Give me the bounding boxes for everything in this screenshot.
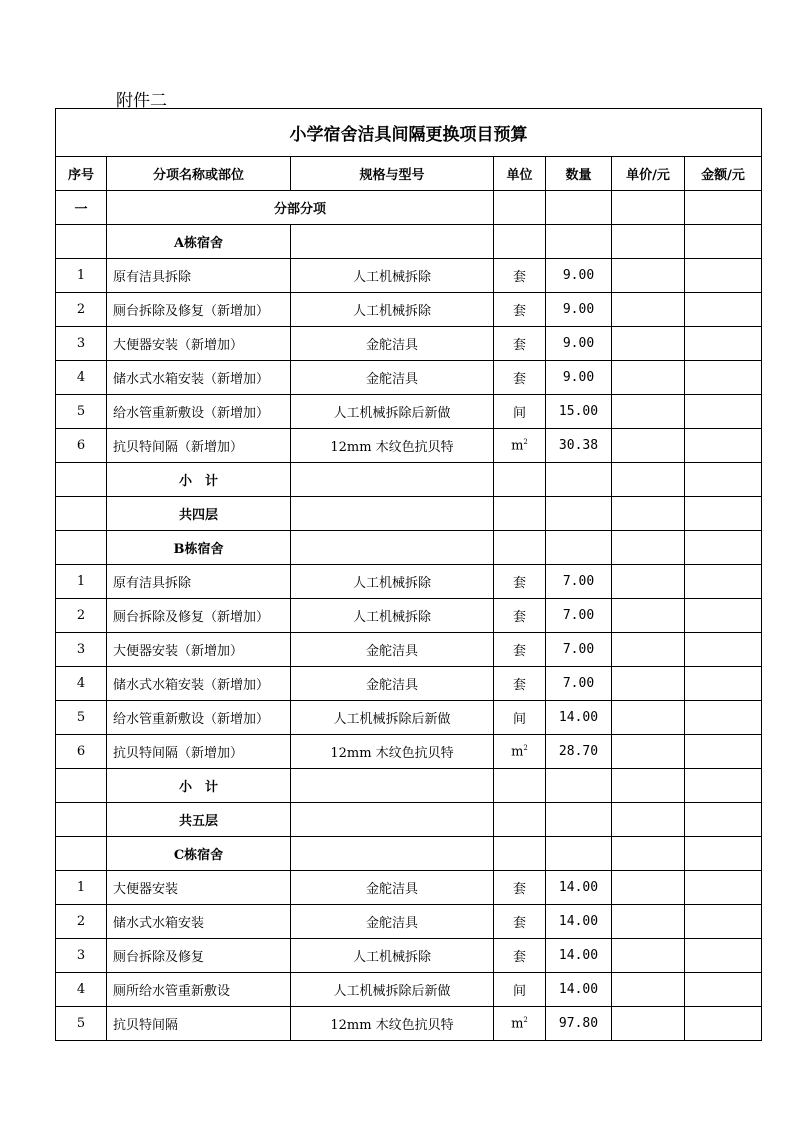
item-quantity: 28.70 xyxy=(546,735,612,769)
item-unit-price xyxy=(612,701,685,735)
item-unit-price xyxy=(612,973,685,1007)
item-quantity: 30.38 xyxy=(546,429,612,463)
item-amount xyxy=(685,293,762,327)
unit-text: 套 xyxy=(512,678,526,693)
item-unit-price xyxy=(612,429,685,463)
item-spec: 金舵洁具 xyxy=(291,871,494,905)
item-unit xyxy=(494,327,546,361)
empty-cell xyxy=(685,497,762,531)
item-quantity: 14.00 xyxy=(546,905,612,939)
item-amount xyxy=(685,361,762,395)
unit-text: 间 xyxy=(512,984,526,999)
item-unit-price xyxy=(612,293,685,327)
empty-cell xyxy=(56,531,107,565)
empty-cell xyxy=(612,225,685,259)
table-row xyxy=(56,259,762,293)
table-row xyxy=(56,939,762,973)
item-quantity: 14.00 xyxy=(546,871,612,905)
unit-text: 套 xyxy=(512,916,526,931)
item-name: 给水管重新敷设（新增加） xyxy=(107,395,291,429)
item-quantity: 14.00 xyxy=(546,939,612,973)
empty-cell xyxy=(291,769,494,803)
unit-text: 间 xyxy=(512,406,526,421)
unit-text: m xyxy=(511,744,524,760)
table-row xyxy=(56,293,762,327)
empty-cell xyxy=(612,803,685,837)
item-quantity: 14.00 xyxy=(546,701,612,735)
empty-cell xyxy=(546,463,612,497)
item-amount xyxy=(685,1007,762,1041)
group-name: 共四层 xyxy=(107,497,291,531)
table-row xyxy=(56,973,762,1007)
unit-text: m xyxy=(511,1016,524,1032)
item-name: 抗贝特间隔（新增加） xyxy=(107,429,291,463)
item-name: 原有洁具拆除 xyxy=(107,259,291,293)
empty-cell xyxy=(612,463,685,497)
unit-text: 套 xyxy=(512,304,526,319)
empty-cell xyxy=(685,837,762,871)
row-no: 1 xyxy=(56,565,107,599)
empty-cell xyxy=(546,497,612,531)
item-amount xyxy=(685,871,762,905)
item-name: 大便器安装（新增加） xyxy=(107,633,291,667)
item-spec: 人工机械拆除 xyxy=(291,939,494,973)
unit-text: 套 xyxy=(512,338,526,353)
item-amount xyxy=(685,905,762,939)
table-row xyxy=(56,667,762,701)
empty-cell xyxy=(291,225,494,259)
item-quantity: 9.00 xyxy=(546,361,612,395)
item-amount xyxy=(685,429,762,463)
group-name: A栋宿舍 xyxy=(107,225,291,259)
item-spec: 金舵洁具 xyxy=(291,633,494,667)
item-amount xyxy=(685,973,762,1007)
item-spec: 人工机械拆除 xyxy=(291,599,494,633)
item-unit xyxy=(494,939,546,973)
table-row xyxy=(56,395,762,429)
item-spec: 金舵洁具 xyxy=(291,361,494,395)
empty-cell xyxy=(291,463,494,497)
item-amount xyxy=(685,667,762,701)
unit-text: m xyxy=(511,438,524,454)
item-unit xyxy=(494,905,546,939)
item-amount xyxy=(685,633,762,667)
empty-cell xyxy=(56,769,107,803)
item-spec: 人工机械拆除后新做 xyxy=(291,395,494,429)
empty-cell xyxy=(546,803,612,837)
empty-cell xyxy=(494,769,546,803)
empty-cell xyxy=(494,837,546,871)
table-row xyxy=(56,701,762,735)
header-spec: 规格与型号 xyxy=(291,157,494,191)
item-quantity: 14.00 xyxy=(546,973,612,1007)
item-quantity: 9.00 xyxy=(546,259,612,293)
item-spec: 12mm 木纹色抗贝特 xyxy=(291,735,494,769)
item-unit xyxy=(494,361,546,395)
empty-cell xyxy=(612,531,685,565)
empty-cell xyxy=(685,191,762,225)
table-row xyxy=(56,429,762,463)
item-unit-price xyxy=(612,599,685,633)
item-amount xyxy=(685,701,762,735)
header-unit-price: 单价/元 xyxy=(612,157,685,191)
item-unit xyxy=(494,633,546,667)
header-item-name: 分项名称或部位 xyxy=(107,157,291,191)
item-unit xyxy=(494,1007,546,1041)
empty-cell xyxy=(56,497,107,531)
item-unit xyxy=(494,871,546,905)
item-name: 厕台拆除及修复 xyxy=(107,939,291,973)
row-no: 3 xyxy=(56,633,107,667)
item-amount xyxy=(685,599,762,633)
empty-cell xyxy=(612,191,685,225)
item-unit-price xyxy=(612,735,685,769)
row-no: 4 xyxy=(56,361,107,395)
header-row xyxy=(56,157,762,191)
empty-cell xyxy=(494,463,546,497)
item-name: 厕台拆除及修复（新增加） xyxy=(107,293,291,327)
item-unit xyxy=(494,293,546,327)
group-name: 小 计 xyxy=(107,463,291,497)
item-unit-price xyxy=(612,633,685,667)
table-row xyxy=(56,1007,762,1041)
item-name: 给水管重新敷设（新增加） xyxy=(107,701,291,735)
item-name: 抗贝特间隔（新增加） xyxy=(107,735,291,769)
item-amount xyxy=(685,327,762,361)
unit-text: 套 xyxy=(512,644,526,659)
unit-text: 套 xyxy=(512,882,526,897)
item-unit-price xyxy=(612,259,685,293)
item-unit-price xyxy=(612,871,685,905)
item-unit-price xyxy=(612,565,685,599)
empty-cell xyxy=(494,191,546,225)
item-amount xyxy=(685,395,762,429)
item-quantity: 7.00 xyxy=(546,633,612,667)
row-no: 4 xyxy=(56,973,107,1007)
empty-cell xyxy=(685,463,762,497)
item-unit xyxy=(494,599,546,633)
item-quantity: 7.00 xyxy=(546,599,612,633)
table-row xyxy=(56,565,762,599)
table-row xyxy=(56,361,762,395)
unit-text: 套 xyxy=(512,576,526,591)
item-unit xyxy=(494,395,546,429)
item-spec: 12mm 木纹色抗贝特 xyxy=(291,429,494,463)
group-name: B栋宿舍 xyxy=(107,531,291,565)
item-name: 储水式水箱安装（新增加） xyxy=(107,361,291,395)
item-unit xyxy=(494,735,546,769)
row-no: 3 xyxy=(56,939,107,973)
unit-text: 套 xyxy=(512,270,526,285)
empty-cell xyxy=(612,769,685,803)
empty-cell xyxy=(612,497,685,531)
item-unit xyxy=(494,667,546,701)
empty-cell xyxy=(685,531,762,565)
unit-text: 间 xyxy=(512,712,526,727)
item-spec: 12mm 木纹色抗贝特 xyxy=(291,1007,494,1041)
item-spec: 人工机械拆除 xyxy=(291,259,494,293)
item-spec: 金舵洁具 xyxy=(291,667,494,701)
item-name: 抗贝特间隔 xyxy=(107,1007,291,1041)
header-no: 序号 xyxy=(56,157,107,191)
empty-cell xyxy=(685,769,762,803)
group-row xyxy=(56,463,762,497)
item-name: 储水式水箱安装 xyxy=(107,905,291,939)
item-unit-price xyxy=(612,939,685,973)
item-quantity: 7.00 xyxy=(546,667,612,701)
empty-cell xyxy=(546,191,612,225)
row-no: 5 xyxy=(56,1007,107,1041)
empty-cell xyxy=(56,225,107,259)
header-unit: 单位 xyxy=(494,157,546,191)
annex-label: 附件二 xyxy=(116,91,167,111)
item-name: 原有洁具拆除 xyxy=(107,565,291,599)
section-row xyxy=(56,191,762,225)
row-no: 5 xyxy=(56,701,107,735)
table-row xyxy=(56,599,762,633)
empty-cell xyxy=(494,803,546,837)
group-name: C栋宿舍 xyxy=(107,837,291,871)
header-amount: 金额/元 xyxy=(685,157,762,191)
empty-cell xyxy=(546,225,612,259)
item-unit xyxy=(494,701,546,735)
row-no: 6 xyxy=(56,429,107,463)
table-row xyxy=(56,633,762,667)
group-row xyxy=(56,531,762,565)
item-unit-price xyxy=(612,327,685,361)
table-row xyxy=(56,871,762,905)
item-unit-price xyxy=(612,395,685,429)
row-no: 5 xyxy=(56,395,107,429)
item-amount xyxy=(685,939,762,973)
item-spec: 人工机械拆除后新做 xyxy=(291,973,494,1007)
item-unit-price xyxy=(612,667,685,701)
item-unit xyxy=(494,429,546,463)
row-no: 6 xyxy=(56,735,107,769)
item-name: 储水式水箱安装（新增加） xyxy=(107,667,291,701)
unit-superscript: 2 xyxy=(523,437,528,446)
item-amount xyxy=(685,735,762,769)
empty-cell xyxy=(291,837,494,871)
row-no: 1 xyxy=(56,259,107,293)
group-row xyxy=(56,225,762,259)
empty-cell xyxy=(546,531,612,565)
item-quantity: 9.00 xyxy=(546,293,612,327)
item-spec: 人工机械拆除后新做 xyxy=(291,701,494,735)
group-name: 小 计 xyxy=(107,769,291,803)
item-name: 大便器安装 xyxy=(107,871,291,905)
item-name: 大便器安装（新增加） xyxy=(107,327,291,361)
empty-cell xyxy=(56,463,107,497)
unit-superscript: 2 xyxy=(523,743,528,752)
item-unit-price xyxy=(612,905,685,939)
item-amount xyxy=(685,565,762,599)
title-row xyxy=(56,109,762,157)
empty-cell xyxy=(494,531,546,565)
item-quantity: 15.00 xyxy=(546,395,612,429)
item-spec: 人工机械拆除 xyxy=(291,565,494,599)
empty-cell xyxy=(494,497,546,531)
item-quantity: 7.00 xyxy=(546,565,612,599)
table-row xyxy=(56,905,762,939)
empty-cell xyxy=(291,531,494,565)
item-spec: 金舵洁具 xyxy=(291,905,494,939)
section-name: 分部分项 xyxy=(107,191,494,225)
row-no: 2 xyxy=(56,293,107,327)
empty-cell xyxy=(56,803,107,837)
empty-cell xyxy=(685,803,762,837)
group-row xyxy=(56,769,762,803)
group-row xyxy=(56,497,762,531)
item-unit xyxy=(494,973,546,1007)
item-quantity: 9.00 xyxy=(546,327,612,361)
group-name: 共五层 xyxy=(107,803,291,837)
item-unit xyxy=(494,259,546,293)
table-row xyxy=(56,735,762,769)
header-quantity: 数量 xyxy=(546,157,612,191)
row-no: 2 xyxy=(56,599,107,633)
row-no: 1 xyxy=(56,871,107,905)
item-quantity: 97.80 xyxy=(546,1007,612,1041)
unit-superscript: 2 xyxy=(523,1015,528,1024)
empty-cell xyxy=(546,769,612,803)
item-amount xyxy=(685,259,762,293)
empty-cell xyxy=(685,225,762,259)
item-unit xyxy=(494,565,546,599)
empty-cell xyxy=(56,837,107,871)
unit-text: 套 xyxy=(512,950,526,965)
budget-table xyxy=(55,108,762,1041)
group-row xyxy=(56,837,762,871)
row-no: 一 xyxy=(56,191,107,225)
table-title: 小学宿舍洁具间隔更换项目预算 xyxy=(56,109,762,157)
item-name: 厕台拆除及修复（新增加） xyxy=(107,599,291,633)
item-unit-price xyxy=(612,361,685,395)
empty-cell xyxy=(291,803,494,837)
group-row xyxy=(56,803,762,837)
table-row xyxy=(56,327,762,361)
item-spec: 人工机械拆除 xyxy=(291,293,494,327)
empty-cell xyxy=(291,497,494,531)
empty-cell xyxy=(612,837,685,871)
unit-text: 套 xyxy=(512,372,526,387)
row-no: 3 xyxy=(56,327,107,361)
row-no: 2 xyxy=(56,905,107,939)
unit-text: 套 xyxy=(512,610,526,625)
empty-cell xyxy=(546,837,612,871)
item-spec: 金舵洁具 xyxy=(291,327,494,361)
item-unit-price xyxy=(612,1007,685,1041)
row-no: 4 xyxy=(56,667,107,701)
item-name: 厕所给水管重新敷设 xyxy=(107,973,291,1007)
empty-cell xyxy=(494,225,546,259)
